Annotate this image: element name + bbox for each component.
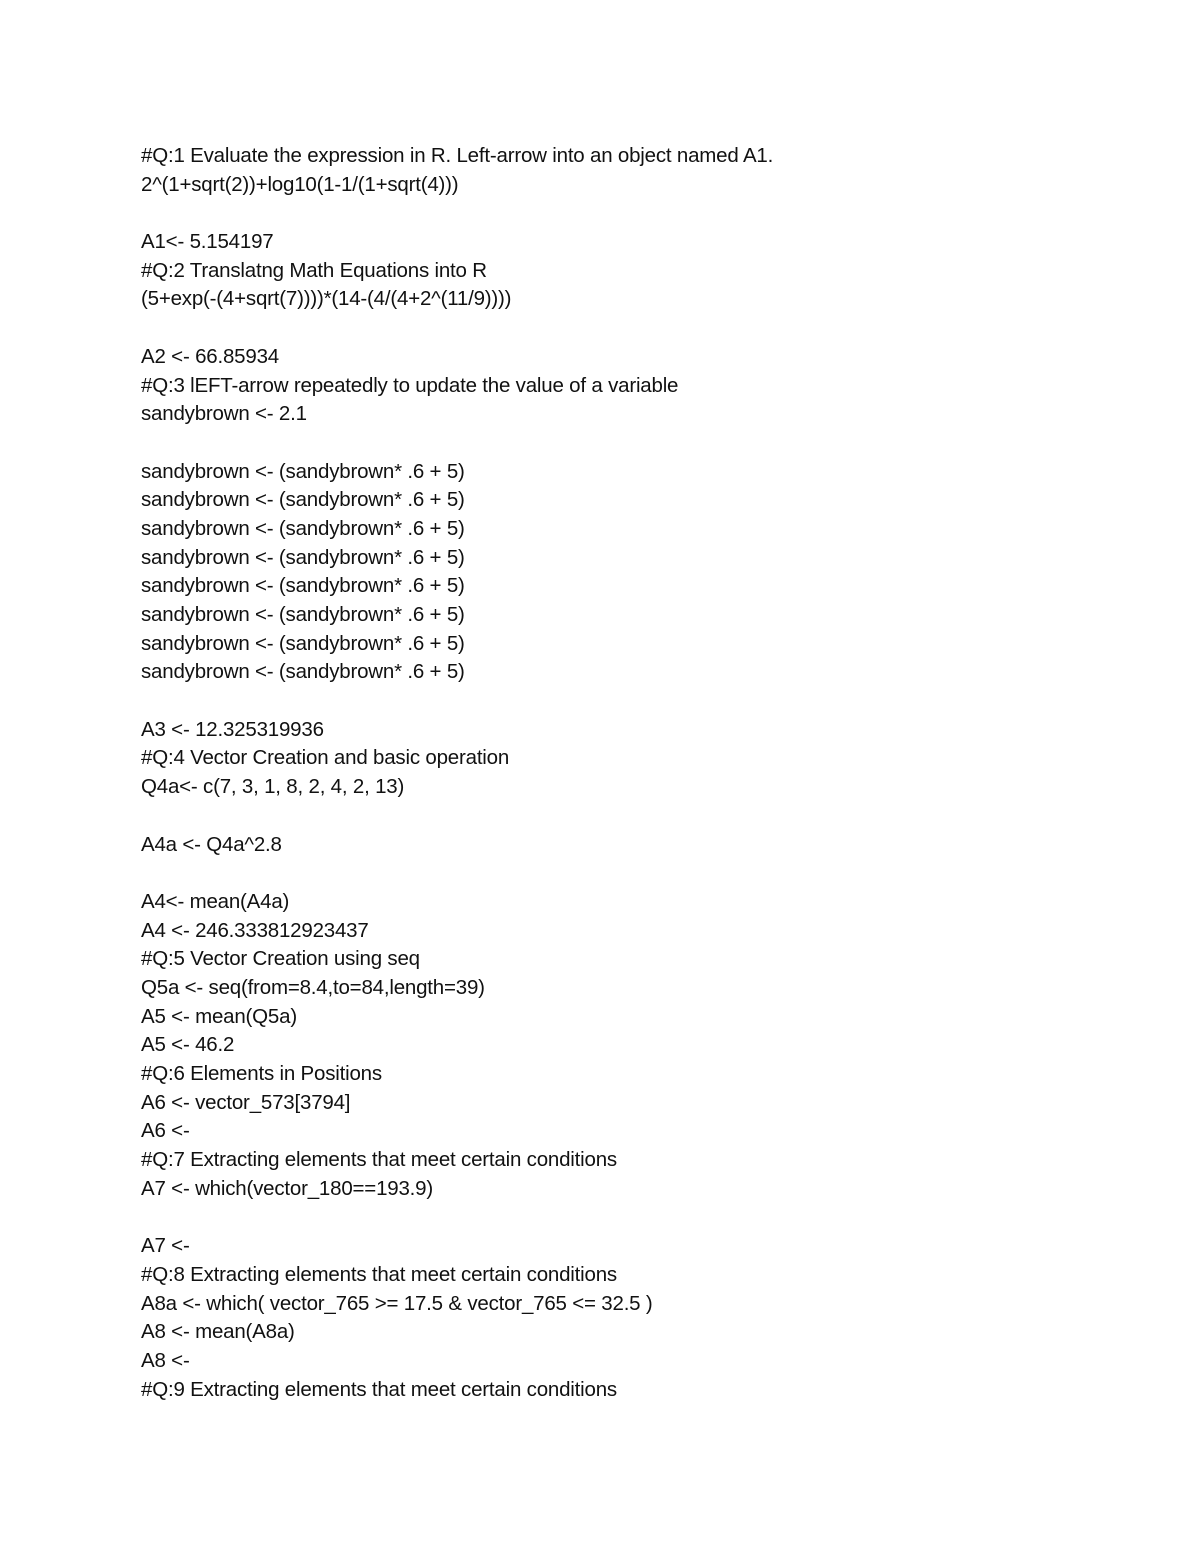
text-line: A6 <- vector_573[3794]	[141, 1090, 351, 1114]
text-line: #Q:5 Vector Creation using seq	[141, 947, 420, 971]
text-line: A5 <- mean(Q5a)	[141, 1004, 297, 1028]
text-line: #Q:1 Evaluate the expression in R. Left-arrow into an object named A1.	[141, 144, 774, 167]
text-line: A5 <- 46.2	[141, 1033, 235, 1057]
text-line: A1<- 5.154197	[141, 230, 274, 254]
text-line: A7 <- which(vector_180==193.9)	[141, 1176, 434, 1200]
text-line: Q5a <- seq(from=8.4,to=84,length=39)	[141, 975, 485, 999]
text-line: A4a <- Q4a^2.8	[141, 832, 282, 856]
blank-line	[141, 314, 1101, 343]
text-line: 2^(1+sqrt(2))+log10(1-1/(1+sqrt(4)))	[141, 172, 459, 196]
text-line: A4 <- 246.333812923437	[141, 918, 369, 942]
text-line: (5+exp(-(4+sqrt(7))))*(14-(4/(4+2^(11/9))))	[141, 287, 512, 311]
text-line: A8a <- which( vector_765 >= 17.5 & vector_765 <= 32.5 )	[141, 1291, 653, 1315]
text-line: A8 <- mean(A8a)	[141, 1320, 295, 1344]
text-line: #Q:4 Vector Creation and basic operation	[141, 746, 510, 770]
text-line: sandybrown <- (sandybrown* .6 + 5)	[141, 631, 465, 655]
text-line: A4<- mean(A4a)	[141, 889, 290, 913]
text-line: Q4a<- c(7, 3, 1, 8, 2, 4, 2, 13)	[141, 775, 405, 799]
text-line: A3 <- 12.325319936	[141, 717, 324, 741]
text-line: sandybrown <- (sandybrown* .6 + 5)	[141, 459, 465, 483]
text-line: A2 <- 66.85934	[141, 344, 279, 368]
text-line: sandybrown <- (sandybrown* .6 + 5)	[141, 660, 465, 684]
text-line: #Q:7 Extracting elements that meet certain conditions	[141, 1148, 617, 1172]
blank-line	[141, 1203, 1101, 1232]
blank-line	[141, 199, 1101, 228]
text-line: #Q:6 Elements in Positions	[141, 1062, 382, 1085]
text-line: sandybrown <- (sandybrown* .6 + 5)	[141, 603, 465, 626]
text-line: sandybrown <- (sandybrown* .6 + 5)	[141, 516, 465, 540]
text-line: A8 <-	[141, 1348, 190, 1372]
text-line: #Q:8 Extracting elements that meet certain conditions	[141, 1262, 617, 1286]
blank-line	[141, 687, 1101, 716]
blank-line	[141, 859, 1101, 888]
text-line: sandybrown <- (sandybrown* .6 + 5)	[141, 574, 465, 598]
text-line: #Q:2 Translatng Math Equations into R	[141, 258, 487, 282]
blank-line	[141, 429, 1101, 458]
text-line: #Q:3 lEFT-arrow repeatedly to update the value of a variable	[141, 373, 679, 397]
text-line: sandybrown <- (sandybrown* .6 + 5)	[141, 488, 465, 512]
text-line: A6 <-	[141, 1119, 190, 1143]
document-body	[141, 142, 1101, 1404]
text-line: #Q:9 Extracting elements that meet certain conditions	[141, 1377, 617, 1401]
text-line: sandybrown <- (sandybrown* .6 + 5)	[141, 545, 465, 569]
text-line: A7 <-	[141, 1234, 190, 1258]
blank-line	[141, 802, 1101, 831]
text-line: sandybrown <- 2.1	[141, 402, 307, 426]
